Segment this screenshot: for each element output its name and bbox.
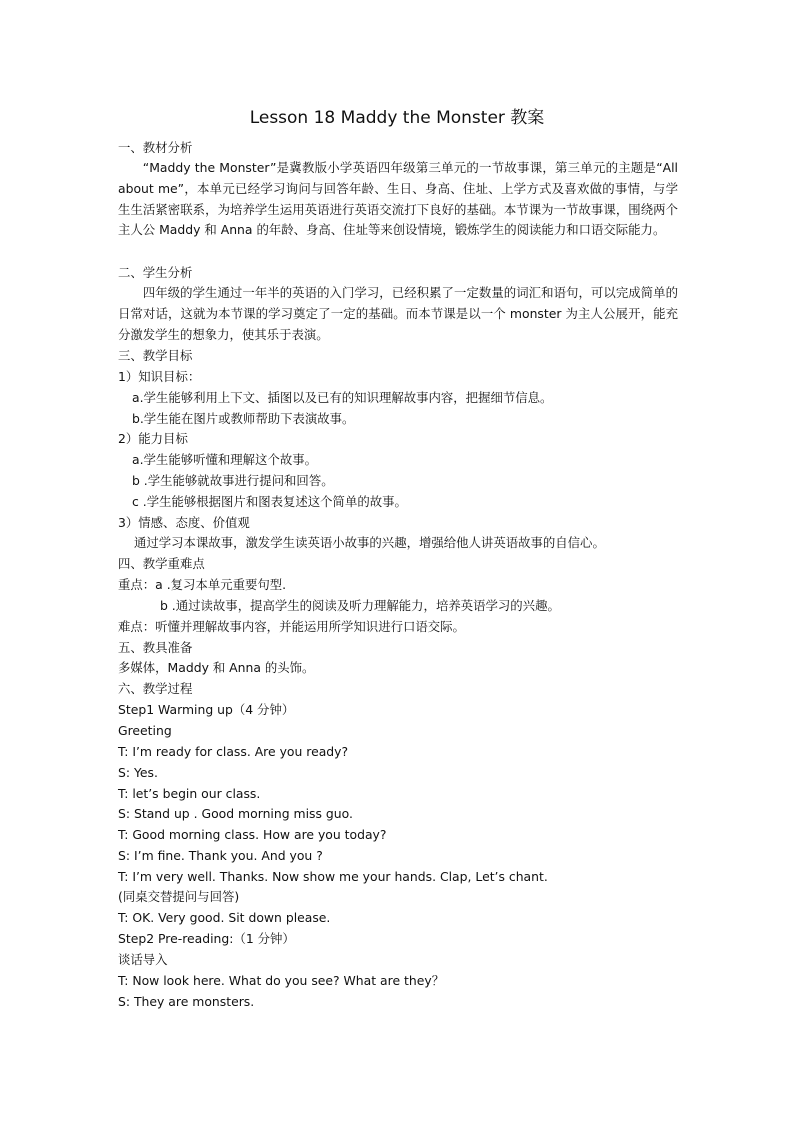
section-heading-textbook-analysis: 一、教材分析 <box>118 140 193 155</box>
emotion-objectives-text: 通过学习本课故事，激发学生读英语小故事的兴趣，增强给他人讲英语故事的自信心。 <box>134 535 605 550</box>
process-line: T: Now look here. What do you see? What are they？ <box>118 973 445 988</box>
document-title: Lesson 18 Maddy the Monster 教案 <box>249 108 545 128</box>
section-heading-teaching-objectives: 三、教学目标 <box>118 348 193 363</box>
process-line: Greeting <box>118 723 172 738</box>
ability-objective-c: c .学生能够根据图片和图表复述这个简单的故事。 <box>132 494 407 509</box>
ability-objective-a: a.学生能够听懂和理解这个故事。 <box>132 452 318 467</box>
teaching-aids-text: 多媒体，Maddy 和 Anna 的头饰。 <box>118 660 315 675</box>
key-point-a: 重点：a .复习本单元重要句型. <box>118 577 287 592</box>
ability-objective-b: b .学生能够就故事进行提问和回答。 <box>132 473 334 488</box>
process-line: Step2 Pre-reading:（1 分钟） <box>118 931 295 946</box>
process-line: T: I’m very well. Thanks. Now show me your hands. Clap, Let’s chant. <box>118 869 548 884</box>
process-line: T: let’s begin our class. <box>118 786 261 801</box>
process-line: (同桌交替提问与回答) <box>118 889 240 904</box>
emotion-objectives-title: 3）情感、态度、价值观 <box>118 515 250 530</box>
process-line: T: Good morning class. How are you today? <box>118 827 387 842</box>
process-line: T: OK. Very good. Sit down please. <box>118 910 331 925</box>
knowledge-objective-a: a.学生能够利用上下文、插图以及已有的知识理解故事内容，把握细节信息。 <box>132 390 553 405</box>
process-line: Step1 Warming up（4 分钟） <box>118 702 295 717</box>
section-heading-key-difficult-points: 四、教学重难点 <box>118 556 205 571</box>
textbook-analysis-paragraph: “Maddy the Monster”是冀教版小学英语四年级第三单元的一节故事课，第三单元的主题是“All about me”，本单元已经学习询问与回答年龄、生日、身高、住址、上学方式及喜欢做的事情，与学生生活紧密联系，为培养学生运用英语进行英语交流打下良好的基础。本节课为一节故事课，围绕两个主人公 Maddy 和 Anna 的年龄、身高、住址等来创设情境，锻炼学生的阅读能力和口语交际能力。 <box>118 160 678 238</box>
key-point-b: b .通过读故事，提高学生的阅读及听力理解能力，培养英语学习的兴趣。 <box>160 598 560 613</box>
knowledge-objective-b: b.学生能在图片或教师帮助下表演故事。 <box>132 411 355 426</box>
process-line: S: Yes. <box>118 765 158 780</box>
knowledge-objectives-title: 1）知识目标： <box>118 369 201 384</box>
process-line: 谈话导入 <box>118 952 168 967</box>
section-heading-student-analysis: 二、学生分析 <box>118 265 193 280</box>
section-heading-teaching-process: 六、教学过程 <box>118 681 193 696</box>
difficult-point: 难点：听懂并理解故事内容，并能运用所学知识进行口语交际。 <box>118 619 465 634</box>
section-heading-teaching-aids: 五、教具准备 <box>118 640 193 655</box>
process-line: S: They are monsters. <box>118 994 255 1009</box>
student-analysis-paragraph: 四年级的学生通过一年半的英语的入门学习，已经积累了一定数量的词汇和语句，可以完成简单的日常对话，这就为本节课的学习奠定了一定的基础。而本节课是以一个 monster 为主人公展开，能充分激发学生的想象力，使其乐于表演。 <box>118 285 678 342</box>
process-line: T: I’m ready for class. Are you ready? <box>118 744 349 759</box>
process-line: S: Stand up . Good morning miss guo. <box>118 806 353 821</box>
process-line: S: I’m fine. Thank you. And you ? <box>118 848 323 863</box>
ability-objectives-title: 2）能力目标 <box>118 431 188 446</box>
